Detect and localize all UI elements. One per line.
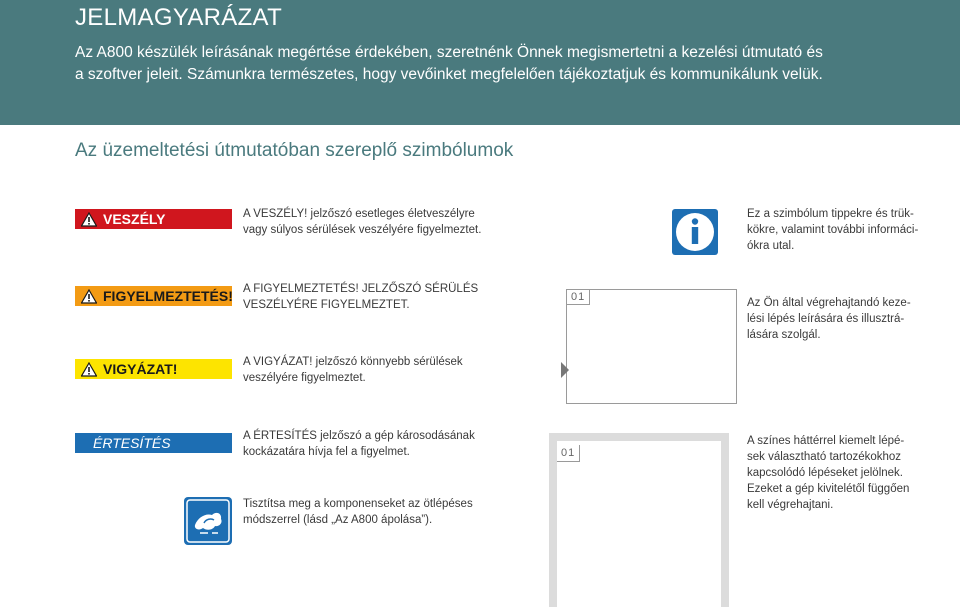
desc-line: kökre, valamint további informáci- (747, 224, 919, 236)
warning-badge (75, 286, 232, 306)
desc-line: kapcsolódó lépéseket jelölnek. (747, 467, 903, 479)
warning-description (243, 281, 478, 313)
desc-line: módszerrel (lásd „Az A800 ápolása”). (243, 514, 433, 526)
desc-line: lására szolgál. (747, 329, 821, 341)
info-description (747, 206, 918, 254)
desc-line: Ezeket a gép kivitelétől függően (747, 483, 910, 495)
desc-line: veszélyére figyelmeztet. (243, 372, 366, 384)
notice-badge (75, 433, 232, 453)
optional-step-description (747, 433, 909, 513)
intro-text: Az A800 készülék leírásának megértése érdekében, szeretnénk Önnek megismertetni a kezelési útmutató és a szoftver jeleit. Számunkra természetes, hogy vevőinket megfelelően tájékoztatjuk és kommunikálunk velük. (75, 44, 823, 83)
caution-label: VIGYÁZAT! (103, 361, 178, 377)
optional-step-number: 01 (557, 445, 580, 462)
desc-line: sek választható tartozékokhoz (747, 451, 902, 463)
step-illustration-box (566, 289, 737, 404)
step-number: 01 (567, 290, 590, 305)
warning-label: FIGYELMEZTETÉS! (103, 288, 233, 304)
desc-line: Tisztítsa meg a komponenseket az ötlépéses (243, 498, 473, 510)
desc-line: VESZÉLYÉRE FIGYELMEZTET. (243, 299, 410, 311)
optional-step-box (549, 433, 729, 607)
warning-triangle-icon (81, 362, 97, 377)
step-arrow-icon (561, 362, 569, 378)
desc-line: Az Ön által végrehajtandó keze- (747, 297, 911, 309)
desc-line: ókra utal. (747, 240, 795, 252)
care-description (243, 496, 473, 528)
desc-line: A ÉRTESÍTÉS jelzőszó a gép károsodásának (243, 430, 475, 442)
warning-triangle-icon (81, 212, 97, 227)
header-band (0, 0, 960, 125)
desc-line: A VIGYÁZAT! jelzőszó könnyebb sérülések (243, 356, 463, 368)
notice-description (243, 428, 475, 460)
step-description (747, 295, 911, 343)
caution-badge (75, 359, 232, 379)
desc-line: A színes háttérrel kiemelt lépé- (747, 435, 905, 447)
danger-description (243, 206, 481, 238)
optional-step-inner (557, 441, 721, 607)
desc-line: A VESZÉLY! jelzőszó esetleges életveszélyre (243, 208, 475, 220)
desc-line: kell végrehajtani. (747, 499, 834, 511)
danger-badge (75, 209, 232, 229)
section-title: Az üzemeltetési útmutatóban szereplő szimbólumok (75, 140, 514, 161)
danger-label: VESZÉLY (103, 211, 166, 227)
desc-line: vagy súlyos sérülések veszélyére figyelmeztet. (243, 224, 482, 236)
cleaning-hand-icon (184, 497, 232, 545)
caution-description (243, 354, 463, 386)
info-icon (672, 209, 718, 255)
desc-line: lési lépés leírására és illusztrá- (747, 313, 905, 325)
desc-line: Ez a szimbólum tippekre és trük- (747, 208, 914, 220)
page-title: JELMAGYARÁZAT (75, 4, 283, 31)
warning-triangle-icon (81, 289, 97, 304)
desc-line: A FIGYELMEZTETÉS! JELZŐSZÓ SÉRÜLÉS (243, 283, 479, 295)
desc-line: kockázatára hívja fel a figyelmet. (243, 446, 410, 458)
notice-label: ÉRTESÍTÉS (93, 435, 171, 451)
